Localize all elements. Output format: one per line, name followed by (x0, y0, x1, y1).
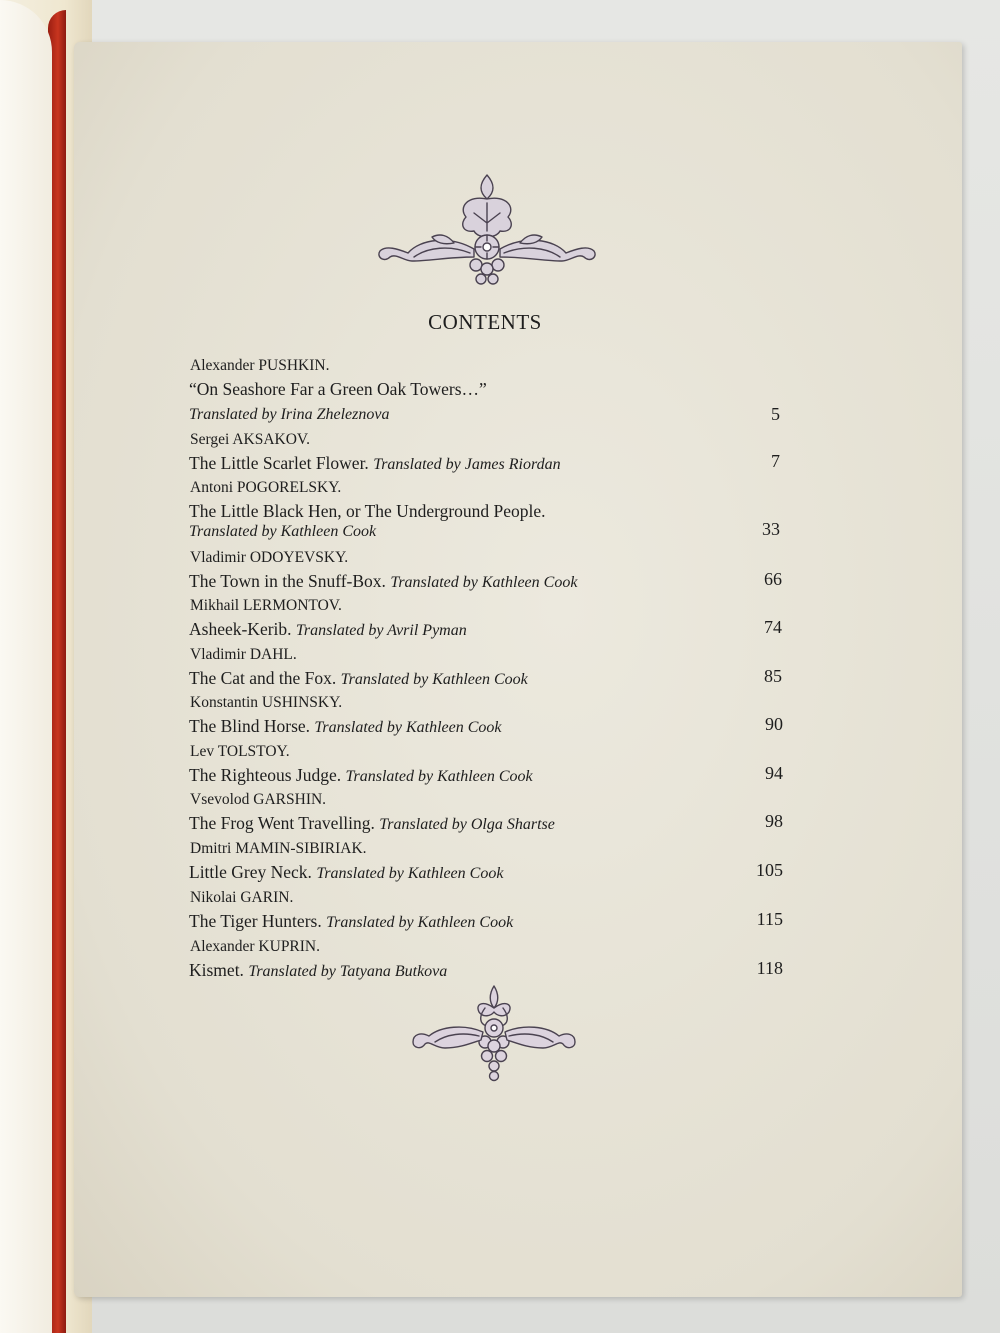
entry-page-number: 33 (762, 519, 780, 539)
entry-page-number: 74 (764, 617, 782, 637)
entry-page-number: 90 (765, 714, 783, 734)
entry-author: Vladimir DAHL. (190, 646, 297, 663)
entry-translator: Translated by Kathleen Cook (390, 574, 578, 591)
entry-title: The Little Black Hen, or The Underground People. (189, 501, 546, 521)
entry-title: The Blind Horse. Translated by Kathleen Cook (189, 716, 502, 736)
entry-page-number: 85 (764, 666, 782, 686)
entry-translator: Translated by Kathleen Cook (189, 523, 377, 540)
entry-page-number: 66 (764, 569, 782, 589)
entry-page-number: 115 (756, 909, 783, 929)
entry-title: “On Seashore Far a Green Oak Towers…” (189, 379, 487, 399)
entry-page-number: 105 (756, 860, 783, 880)
entry-translator: Translated by Kathleen Cook (316, 865, 504, 882)
floral-ornament-icon (405, 978, 583, 1098)
entry-translator: Translated by Tatyana Butkova (248, 963, 448, 980)
contents-heading: CONTENTS (428, 310, 542, 334)
entry-title: The Cat and the Fox. Translated by Kathleen Cook (189, 668, 528, 688)
entry-title: Little Grey Neck. Translated by Kathleen Cook (189, 862, 504, 882)
entry-author: Vladimir ODOYEVSKY. (190, 549, 349, 566)
entry-title: The Little Scarlet Flower. Translated by James Riordan (189, 453, 561, 473)
entry-author: Alexander KUPRIN. (190, 938, 321, 955)
entry-translator: Translated by Olga Shartse (379, 816, 555, 833)
entry-title: The Frog Went Travelling. Translated by Olga Shartse (189, 813, 555, 833)
entry-author: Nikolai GARIN. (190, 889, 294, 906)
entry-page-number: 94 (765, 763, 783, 783)
entry-author: Sergei AKSAKOV. (190, 431, 310, 448)
entry-page-number: 118 (756, 958, 783, 978)
entry-title: The Righteous Judge. Translated by Kathleen Cook (189, 765, 533, 785)
entry-title: The Town in the Snuff-Box. Translated by Kathleen Cook (189, 571, 578, 591)
entry-translator: Translated by James Riordan (373, 456, 561, 473)
entry-author: Mikhail LERMONTOV. (190, 597, 342, 614)
entry-author: Dmitri MAMIN-SIBIRIAK. (190, 840, 367, 857)
entry-translator: Translated by Avril Pyman (295, 622, 467, 639)
entry-author: Alexander PUSHKIN. (190, 357, 330, 374)
entry-author: Lev TOLSTOY. (190, 743, 290, 760)
entry-title: Kismet. Translated by Tatyana Butkova (189, 960, 448, 980)
entry-translator: Translated by Kathleen Cook (340, 671, 528, 688)
entry-author: Vsevolod GARSHIN. (190, 791, 327, 808)
entry-translator: Translated by Kathleen Cook (326, 914, 514, 931)
entry-title: Asheek-Kerib. Translated by Avril Pyman (189, 619, 467, 639)
entry-author: Antoni POGORELSKY. (190, 479, 342, 496)
entry-page-number: 98 (765, 811, 783, 831)
entry-page-number: 7 (771, 451, 780, 471)
entry-page-number: 5 (771, 404, 780, 424)
entry-translator: Translated by Irina Zheleznova (189, 406, 390, 423)
entry-translator: Translated by Kathleen Cook (314, 719, 502, 736)
entry-author: Konstantin USHINSKY. (190, 694, 343, 711)
entry-translator: Translated by Kathleen Cook (345, 768, 533, 785)
entry-title: The Tiger Hunters. Translated by Kathleen Cook (189, 911, 514, 931)
